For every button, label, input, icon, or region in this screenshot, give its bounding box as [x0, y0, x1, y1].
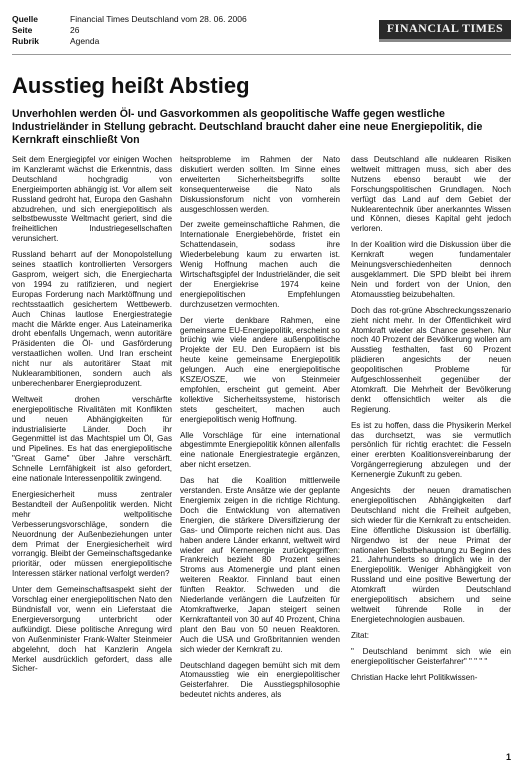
paragraph: Russland beharrt auf der Monopolstellung seines staatlich kontrollierten Versorgers Gasprom, weigert sich, die Energiecharta von 1994 zu ratifizieren, und negiert Europas Forderung nach Marktöffnung und rechtsstaatlich gesichertem Wettbewerb. Auch Chinas lautlose Energiestrategie macht die Märkte enger. Aus Lateinamerika droht ebenfalls Ungemach, wenn autoritäre Präsidenten die Öl- und Gasförderung verstaatlichen wollen. Und Iran erscheint nicht nur als autoritärer Staat mit Nuklearambitionen, sondern auch als unberechenbarer Energieproduzent. — [12, 250, 172, 388]
source-meta — [12, 14, 247, 47]
paragraph: Angesichts der neuen dramatischen energiepolitischen Abhängigkeiten darf Deutschland nicht die Freiheit aufgeben, sich wieder für die Kernkraft zu entscheiden. Eine öffentliche Diskussion ist überfällig. Nirgendwo ist der neue Primat der nationalen Selbstbehauptung zu Beginn des 21. Jahrhunderts so dringlich wie in der Energiepolitik. Weniger Abhängigkeit von Russland und eine positive Bewertung der Atomkraft würden Deutschland energiepolitisch absichern und seine weltweit führende Rolle in der Energietechnologien ausbauen. — [351, 486, 511, 624]
paragraph: Energiesicherheit muss zentraler Bestandteil der Außenpolitik werden. Nicht mehr weltpolitische Verbesserungsvorschläge, sondern die Neuordnung der Außenbeziehungen unter dem Primat der Energiesicherheit wird vorrangig. Bleibt der Gemeinschaftsgedanke prioritär, oder müssen energiepolitische Interessen stärker national verfolgt werden? — [12, 490, 172, 579]
article-column-3 — [351, 155, 511, 688]
paragraph: In der Koalition wird die Diskussion über die Kernkraft wegen fundamentaler Meinungsverschiedenheiten dennoch ausgeklammert. Die SPD bleibt bei ihrem Nein und fordert von der Union, den Atomausstieg beizubehalten. — [351, 240, 511, 299]
paragraph: Der zweite gemeinschaftliche Rahmen, die Internationale Energiebehörde, fristet ein Schattendasein, sodass ihre Wiederbelebung kaum zu erwarten ist. Wenig Hoffnung machen auch die Wirtschaftsgipfel der Industrieländer, die seit der Energiekrise 1974 keine energiepolitischen Empfehlungen durchzusetzen vermochten. — [180, 220, 340, 309]
paragraph: dass Deutschland alle nuklearen Risiken weltweit mittragen muss, sich aber des Nutzens ebenso beraubt wie der Forschungspolitischen Grundlagen. Noch verfügt das Land auf dem Gebiet der Nuklearentechnik über anerkanntes Wissen und Können, dieses Kapital geht jedoch verloren. — [351, 155, 511, 234]
paragraph: Alle Vorschläge für eine international abgestimmte Energiepolitik können allenfalls eine nationale Energiestrategie ergänzen, aber nicht ersetzen. — [180, 430, 340, 470]
paragraph: heitsprobleme im Rahmen der Nato diskutiert werden sollten. Im Sinne eines erweiterten Sicherheitsbegriffs sollte konsequenterweise die Nato als Diskussionsforum nicht von vornherein ausgeschlossen werden. — [180, 155, 340, 214]
header-divider — [12, 54, 511, 55]
article-column-2 — [180, 155, 340, 706]
quote-text: " Deutschland benimmt sich wie ein energiepolitischer Geisterfahrer" " " " " — [351, 646, 511, 666]
section-value: Agenda — [70, 36, 100, 46]
page-number: 1 — [506, 752, 512, 762]
paragraph: Unter dem Gemeinschaftsaspekt sieht der Vorschlag einer energiepolitischen Nato den Bündnisfall vor, wenn ein Lieferstaat die Energieversorgung unterbricht oder aufkündigt. Diese politische Anregung wird von Außenminister Frank-Walter Steinmeier abgelehnt, doch hat Kanzlerin Angela Merkel ausdrücklich gefordert, dass alle Sicher- — [12, 585, 172, 674]
source-value: Financial Times Deutschland vom 28. 06. 2006 — [70, 14, 247, 24]
page-label: Seite — [12, 25, 33, 35]
paragraph: Doch das rot-grüne Abschreckungsszenario zieht nicht mehr. In der Öffentlichkeit wird Atomkraft wieder als Chance gesehen. Nur noch 40 Prozent der Bevölkerung wollen am Ausstieg festhalten, fast 60 Prozent plädieren angesichts der neuen geopolitischen Probleme für Aufgeschlossenheit gegenüber der Atomkraft. Die Mehrheit der Bevölkerung denkt offensichtlich weiter als die Regierung. — [351, 305, 511, 414]
paragraph: Weltweit drohen verschärfte energiepolitische Rivalitäten mit Konflikten und neuen Abhängigkeiten für industrialisierte Länder. Doch ihr Gegenmittel ist das Machtspiel um Öl, Gas und Pipelines. Es hat das energiepolitische "Great Game" über Jahre verschärft. Schnelle Lernfähigkeit ist also gefordert, eine nationale Interessenpolitik zwingend. — [12, 394, 172, 484]
paragraph: Es ist zu hoffen, dass die Physikerin Merkel das durchsetzt, was sie vermutlich persönlich für richtig erachtet: die Fesseln einer ererbten Koalitionsvereinbarung der Vorgängerregierung abzulegen und der Kernenergie Zukunft zu geben. — [351, 420, 511, 480]
quote-label: Zitat: — [351, 630, 369, 640]
section-label: Rubrik — [12, 36, 39, 46]
source-label: Quelle — [12, 14, 38, 24]
paragraph: Der vierte denkbare Rahmen, eine gemeinsame EU-Energiepolitik, erscheint so brüchig wie viele andere außenpolitische Projekte der EU. Den Europäern ist bis heute keine gemeinsame Energiepolitik gelungen. Auch eine energiepolitische KSZE/OSZE, wie von Steinmeier empfohlen, erscheint gut gemeint. Aber kollektive Sicherheitssysteme, historisch stets gescheitert, machen auch energiepolitisch wenig Hoffnung. — [180, 315, 340, 424]
newspaper-logo: FINANCIAL TIMES — [379, 20, 511, 42]
paragraph: Seit dem Energiegipfel vor einigen Wochen im Kanzleramt wächst die Erkenntnis, dass Deutschland hochgradig von Energieimporten abhängig ist. Vor allem seit Russland gedroht hat, Europa den Gashahn abzudrehen, und sich energiepolitisch als selbstbewusste Weltmacht geriert, sind die freiheitlichen Industriegesellschaften verunsichert. — [12, 155, 172, 244]
paragraph: Deutschland dagegen bemüht sich mit dem Atomausstieg wie ein energiepolitischer Geisterfahrer. Die Ausstiegsphilosophie bedeutet nichts anderes, als — [180, 660, 340, 700]
paragraph: Das hat die Koalition mittlerweile verstanden. Erste Ansätze wie der geplante Energiemix zeigen in die richtige Richtung. Doch die Entwicklung von alternativen Energien, die stärkere Diversifizierung der Gas- und Ölimporte reichen nicht aus. Das haben andere Länder erkannt, weltweit wird wieder auf Kernenergie zurückgegriffen: Frankreich bezieht 80 Prozent seines Stroms aus Atomenergie und plant einen weiteren Reaktor. Finnland baut einen fünften Reaktor. Schweden und die Niederlande verlängern die Laufzeiten für Atomkraftwerke, Japan steigert seinen Kernkraftanteil von 30 auf 40 Prozent, China plant den Bau von 50 neuen Reaktoren. Auch die USA und Großbritannien wenden sich wieder der Kernkraft zu. — [180, 476, 340, 654]
article-title: Ausstieg heißt Abstieg — [12, 73, 250, 98]
page-value: 26 — [70, 25, 80, 35]
article-lead: Unverhohlen werden Öl- und Gasvorkommen als geopolitische Waffe gegen westliche Industrieländer in Stellung gebracht. Deutschland braucht daher eine neue Energiepolitik, die Kernkraft einschließt Von — [12, 108, 483, 146]
article-column-1 — [12, 155, 172, 680]
author-note: Christian Hacke lehrt Politikwissen- — [351, 672, 478, 682]
